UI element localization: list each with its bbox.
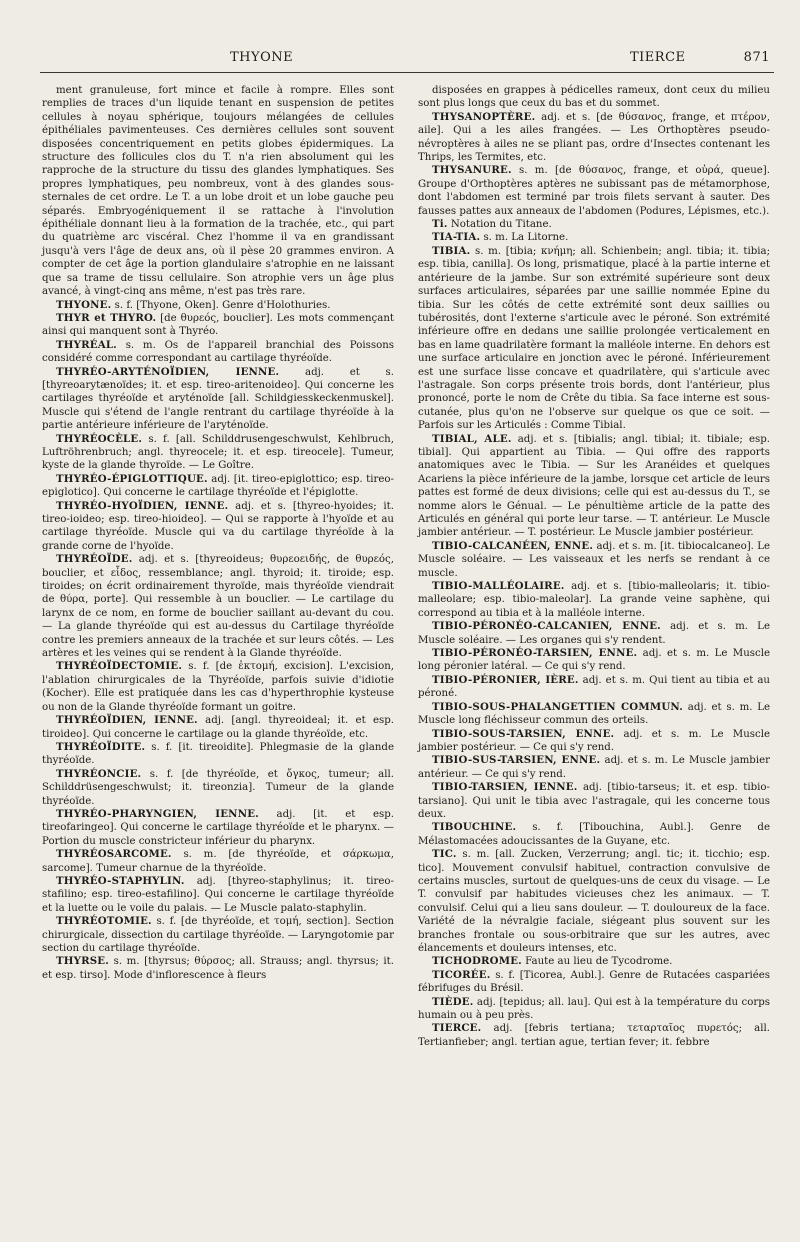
dictionary-entry: [418, 1022, 770, 1049]
entry-headword: TIA-TIA.: [432, 231, 481, 244]
dictionary-entry: [42, 473, 394, 500]
entry-text: adj. [tibio-tarseus; it. et esp. tibio-tarsiano]. Qui unit le tibia avec l'astragale, qui les concerne tous deux.: [418, 782, 770, 820]
running-header: [40, 50, 770, 72]
dictionary-entry: [42, 433, 394, 473]
entry-text: s. f. [de thyréoïde, et τομή, section]. Section chirurgicale, dissection du cartilage thyréoïde. — Laryngotomie par section du cartilage thyréoïde.: [42, 916, 394, 954]
dictionary-entry: [418, 754, 770, 781]
entry-headword: TIBIO-PÉRONÉO-TARSIEN, ENNE.: [432, 647, 638, 660]
entry-headword: TICORÉE.: [432, 968, 491, 981]
page-number: 871: [743, 50, 770, 65]
dictionary-entry: [42, 660, 394, 714]
entry-text: disposées en grappes à pédicelles rameux, dont ceux du milieu sont plus longs que ceux du bas et du sommet.: [418, 85, 770, 110]
entry-headword: THYRÉO-HYOÏDIEN, IENNE.: [56, 499, 229, 512]
dictionary-entry: [418, 164, 770, 218]
entry-headword: TIBIAL, ALE.: [432, 432, 512, 445]
entry-text: adj. et s. m. Le Muscle jambier antérieur. — Ce qui s'y rend.: [418, 755, 770, 780]
entry-text: adj. et s. m. Qui tient au tibia et au péroné.: [418, 674, 770, 700]
dictionary-entry: [418, 111, 770, 165]
dictionary-entry: [418, 728, 770, 755]
dictionary-entry: [42, 366, 394, 433]
dictionary-entry: [42, 312, 394, 339]
dictionary-entry: [42, 875, 394, 915]
entry-text: s. f. [Tibouchina, Aubl.]. Genre de Mélastomacées adoucissantes de la Guyane, etc.: [418, 822, 770, 847]
entry-text: adj. [thyreo-staphylinus; it. tireo-stafilino; esp. tireo-estafilino]. Qui concerne le cartilage thyréoïde et la luette ou le voile du palais. — Le Muscle palato-staphylin.: [42, 875, 394, 914]
header-left-word: THYONE: [230, 50, 294, 65]
dictionary-entry: [42, 500, 394, 554]
entry-text: adj. et s. m. Le Muscle long fléchisseur commun des orteils.: [418, 701, 770, 727]
entry-headword: TIBIO-PÉRONIER, IÈRE.: [432, 673, 579, 686]
entry-text: s. f. [de thyréoïde, et ὄγκος, tumeur; all. Schilddrüsengeschwulst; it. tireonzia]. Tumeur de la glande thyréoïde.: [42, 768, 394, 807]
entry-headword: TIBIO-SOUS-TARSIEN, ENNE.: [432, 727, 615, 740]
entry-headword: TIBIO-CALCANÉEN, ENNE.: [432, 539, 594, 552]
entry-text: adj. et s. [thyreoideus; θυρεοειδής, de θυρεός, bouclier, et εἶδος, ressemblance; angl. thyroid; it. tiroide; esp. tiroides; on écrit ordinairement thyroïde, mais thyréoïde viendrait de θύρα, porte]. Qui ressemble à un bouclier. — Le cartilage du larynx de ce nom, en forme de bouclier saillant au-devant du cou. — La glande thyréoïde qui est au-dessus du Cartilage thyréoïde contre les premiers anneaux de la trachée et sur leurs côtés. — Les artères et les veines qui se rendent à la Glande thyréoïde.: [42, 554, 394, 660]
entry-text: [de θυρεός, bouclier]. Les mots commençant ainsi qui manquent sont à Thyréo.: [42, 312, 394, 338]
entry-text: s. f. [de ἐκτομή, excision]. L'excision, l'ablation chirurgicales de la Thyréoïde, parfois suivie d'idiotie (Kocher). Elle est pratiquée dans les cas d'hyperthrophie kysteuse ou non de la Glande thyréoïde formant un goitre.: [42, 661, 395, 713]
dictionary-entry: [418, 218, 770, 231]
entry-headword: THYRÉONCIE.: [56, 767, 142, 780]
dictionary-entry: [42, 339, 394, 366]
entry-text: adj. [febris tertiana; τεταρταῖος πυρετός; all. Tertianfieber; angl. tertian ague, tertian fever; it. febbre: [418, 1023, 770, 1048]
entry-headword: TIBIO-SOUS-PHALANGETTIEN COMMUN.: [432, 700, 684, 713]
entry-headword: TIBIO-PÉRONÉO-CALCANIEN, ENNE.: [432, 620, 661, 633]
dictionary-entry: [418, 969, 770, 996]
entry-text: s. m. [thyrsus; θύρσος; all. Strauss; angl. thyrsus; it. et esp. tirso]. Mode d'inflorescence à fleurs: [42, 956, 394, 981]
dictionary-entry: [42, 741, 394, 768]
dictionary-entry: [418, 701, 770, 728]
entry-text: s. m. [tibia; κνήμη; all. Schienbein; angl. tibia; it. tibia; esp. tibia, canilla]. Os long, prismatique, placé à la partie interne et antérieure de la jambe. Sur son extrémité supérieure sont deux surfaces articulaires, séparées par une saillie nommée Epine du tibia. Sur les côtés de cette extrémité sont deux saillies ou tubérosités, dont l'externe s'articule avec le péroné. Son extrémité inférieure offre en dedans une saillie prolongée verticalement en bas en lame quadrilatère formant la malléole interne. En dehors est une surface articulaire en jonction avec le péroné. Inférieurement est une surface lisse concave et quadrilatère, qui s'articule avec l'astragale. Son corps présente trois bords, dont l'antérieur, plus prononcé, porte le nom de Crête du tibia. Sa face interne est sous-cutanée, plus qu'on ne l'observe sur quelque os que ce soit. — Parfois sur les Articulés : Comme Tibial.: [418, 245, 771, 432]
dictionary-entry: [418, 781, 770, 821]
dictionary-entry: [42, 915, 394, 955]
entry-text: Faute au lieu de Tycodrome.: [525, 956, 673, 968]
entry-headword: THYRÉOÏDITE.: [56, 740, 146, 753]
dictionary-entry: [418, 674, 770, 701]
entry-headword: TICHODROME.: [432, 955, 522, 968]
entry-headword: THYSANOPTÈRE.: [432, 110, 536, 123]
entry-headword: THYRÉO-ÉPIGLOTTIQUE.: [56, 472, 208, 485]
dictionary-entry: [42, 768, 394, 808]
dictionary-entry: [418, 245, 770, 433]
entry-text: s. m. Os de l'appareil branchial des Poissons considéré comme correspondant au cartilage thyréoïde.: [42, 339, 394, 365]
entry-headword: THYRÉOÏDECTOMIE.: [56, 660, 183, 673]
dictionary-entry: [418, 647, 770, 674]
dictionary-entry: [418, 540, 770, 580]
left-column: [42, 84, 394, 982]
dictionary-entry: [418, 580, 770, 620]
entry-text: s. f. [all. Schilddrusengeschwulst, Kehlbruch, Luftröhrenbruch; angl. thyreocele; it. et esp. tireocele]. Tumeur, kyste de la glande thyroïde. — Le Goître.: [42, 433, 394, 472]
entry-text: adj. et s. [tibialis; angl. tibial; it. tibiale; esp. tibial]. Qui appartient au Tibia. — Qui offre des rapports anatomiques avec le Tibia. — Sur les Aranéides et quelques Acariens la pièce inférieure de la jambe, lorsque cet article de leurs pattes est formé de deux divisions; celle qui est au-dessus du T., se nomme alors le Génual. — Le pénultième article de la patte des Articulés en général qui porte leur tarse. — T. antérieur. Le Muscle jambier antérieur. — T. postérieur. Le Muscle jambier postérieur.: [418, 433, 770, 539]
dictionary-entry: [418, 231, 770, 244]
entry-headword: TIÈDE.: [432, 995, 474, 1008]
entry-headword: THYRÉAL.: [56, 338, 117, 351]
entry-headword: THYONE.: [56, 298, 112, 311]
entry-headword: THYSANURE.: [432, 164, 512, 177]
entry-text: adj. et s. [thyreo-hyoides; it. tireo-ioideo; esp. tireo-hioideo]. — Qui se rapporte à l'hyoïde et au cartilage thyréoïde. Muscle qui va du cartilage thyréoïde à la grande corne de l'hyoïde.: [42, 500, 394, 552]
entry-text: adj. et s. m. Le Muscle soléaire. — Les organes qui s'y rendent.: [418, 621, 770, 646]
entry-text: adj. [it. tireo-epiglottico; esp. tireo-epiglotico]. Qui concerne le cartilage thyréoïde et l'épiglotte.: [42, 473, 394, 499]
entry-headword: TIBOUCHINE.: [432, 821, 517, 834]
entry-headword: THYR et THYRO.: [56, 311, 157, 324]
entry-text: s. f. [Thyone, Oken]. Genre d'Holothuries.: [114, 299, 331, 311]
entry-text: adj. et s. [de θύσανος, frange, et πτέρον, aile]. Qui a les ailes frangées. — Les Orthoptères pseudo-névroptères à ailes ne se pliant pas, ordre d'Insectes contenant les Thrips, les Termites, etc.: [418, 111, 770, 164]
dictionary-entry: [42, 84, 394, 299]
entry-headword: TIBIA.: [432, 244, 471, 257]
entry-text: s. f. [Ticorea, Aubl.]. Genre de Rutacées caspariées fébrifuges du Brésil.: [418, 969, 770, 995]
entry-text: adj. et s. m. Le Muscle jambier postérieur. — Ce qui s'y rend.: [418, 728, 770, 753]
dictionary-entry: [42, 553, 394, 660]
entry-text: adj. et s. [thyreoarytænoïdes; it. et esp. tireo-aritenoideo]. Qui concerne les cartilages thyréoïde et aryténoïde [all. Schildgiesskeckenmuskel]. Muscle qui s'étend de l'angle rentrant du cartilage thyréoïde à la partie antérieure inférieure de l'aryténoïde.: [42, 366, 394, 432]
entry-headword: TIC.: [432, 848, 457, 861]
entry-text: s. m. La Litorne.: [483, 232, 569, 244]
entry-text: adj. et s. [tibio-malleolaris; it. tibio-malleolare; esp. tibio-maleolar]. La grande veine saphène, qui correspond au tibia et à la malléole interne.: [418, 581, 770, 619]
entry-headword: TIBIO-SUS-TARSIEN, ENNE.: [432, 754, 601, 767]
entry-headword: TIBIO-MALLÉOLAIRE.: [432, 580, 565, 593]
entry-text: adj. [tepidus; all. lau]. Qui est à la température du corps humain ou à peu près.: [418, 996, 770, 1022]
entry-headword: TIERCE.: [432, 1022, 482, 1035]
dictionary-entry: [42, 808, 394, 848]
dictionary-entry: [42, 714, 394, 741]
dictionary-entry: [418, 84, 770, 111]
dictionary-entry: [418, 955, 770, 968]
dictionary-entry: [418, 996, 770, 1023]
dictionary-entry: [418, 821, 770, 848]
right-column: [418, 84, 770, 1049]
entry-headword: TIBIO-TARSIEN, IENNE.: [432, 781, 578, 794]
entry-text: s. m. [all. Zucken, Verzerrung; angl. tic; it. ticchio; esp. tico]. Mouvement convulsif habituel, contraction convulsive de certains muscles, surtout de quelques-uns de ceux du visage. — Le T. convulsif par habitudes vicieuses chez les animaux. — T. convulsif. Celui qui a lieu sans douleur. — T. douloureux de la face. Variété de la névralgie faciale, siégeant plus souvent sur les branches frontale ou sous-orbitraire que sur les autres, avec élancements et douleurs intenses, etc.: [418, 849, 770, 954]
entry-text: s. f. [it. tireoidite]. Phlegmasie de la glande thyréoïde.: [42, 741, 394, 767]
entry-headword: THYRÉOCÈLE.: [56, 432, 143, 445]
entry-headword: THYRÉO-STAPHYLIN.: [56, 874, 185, 887]
entry-headword: THYRÉO-ARYTÉNOÏDIEN, IENNE.: [56, 365, 280, 378]
dictionary-entry: [42, 955, 394, 982]
header-right-word: TIERCE: [630, 50, 686, 65]
entry-text: ment granuleuse, fort mince et facile à rompre. Elles sont remplies de traces d'un liquide tenant en suspension de petites cellules à noyau sphérique, toujours mélangées de cellules épithéliales pavimenteuses. Ces dernières cellules sont souvent disposées concentriquement en petits globes épidermiques. La structure des follicules clos du T. n'a rien absolument qui les rapproche de la structure du tissu des glandes lymphatiques. Ses propres lymphatiques, peu nombreux, vont à des glandes sous-sternales de cet ordre. Le T. a un lobe droit et un lobe gauche peu séparés. Embryogéniquement il se rattache à l'involution épithéliale donnant lieu à la formation de la trachée, etc., qui part du quatrième arc viscéral. Chez l'homme il va en grandissant jusqu'à vers l'âge de deux ans, où il pèse 20 grammes environ. A compter de cet âge la portion glandulaire s'atrophie en ne laissant que sa trame de tissu cellulaire. Son atrophie vers un âge plus avancé, à vingt-cinq ans même, n'est pas très rare.: [42, 85, 394, 298]
dictionary-entry: [42, 299, 394, 312]
entry-headword: THYRÉOTOMIE.: [56, 915, 152, 928]
entry-headword: THYRÉO-PHARYNGIEN, IENNE.: [56, 807, 259, 820]
dictionary-entry: [418, 848, 770, 955]
entry-text: adj. [angl. thyreoideal; it. et esp. tiroideo]. Qui concerne le cartilage ou la glande thyréoïde, etc.: [42, 715, 395, 740]
entry-text: s. m. [de thyréoïde, et σάρκωμα, sarcome]. Tumeur charnue de la thyréoïde.: [42, 849, 394, 874]
entry-text: adj. et s. m. Le Muscle long péronier latéral. — Ce qui s'y rend.: [418, 648, 770, 673]
entry-headword: THYRÉOÏDIEN, IENNE.: [56, 714, 198, 727]
dictionary-entry: [418, 620, 770, 647]
entry-headword: THYRSE.: [56, 955, 110, 968]
entry-headword: THYRÉOÏDE.: [56, 553, 133, 566]
header-rule: [40, 72, 774, 73]
entry-text: Notation du Titane.: [450, 219, 552, 231]
entry-headword: THYRÉOSARCOME.: [56, 848, 172, 861]
dictionary-entry: [42, 848, 394, 875]
dictionary-entry: [418, 433, 770, 540]
entry-text: s. m. [de θύσανος, frange, et οὐρά, queue]. Groupe d'Orthoptères aptères ne subissant pas de métamorphose, dont l'abdomen est terminé par trois filets servant à sauter. Des fausses pattes aux anneaux de l'abdomen (Podures, Lépismes, etc.).: [418, 165, 770, 217]
entry-text: adj. et s. m. [it. tibiocalcaneo]. Le Muscle soléaire. — Les vaisseaux et les nerfs se rendant à ce muscle.: [418, 540, 770, 579]
entry-headword: Ti.: [432, 218, 448, 231]
entry-text: adj. [it. et esp. tireofaringeo]. Qui concerne le cartilage thyréoïde et le pharynx. — Portion du muscle constricteur inférieur du pharynx.: [42, 808, 394, 847]
